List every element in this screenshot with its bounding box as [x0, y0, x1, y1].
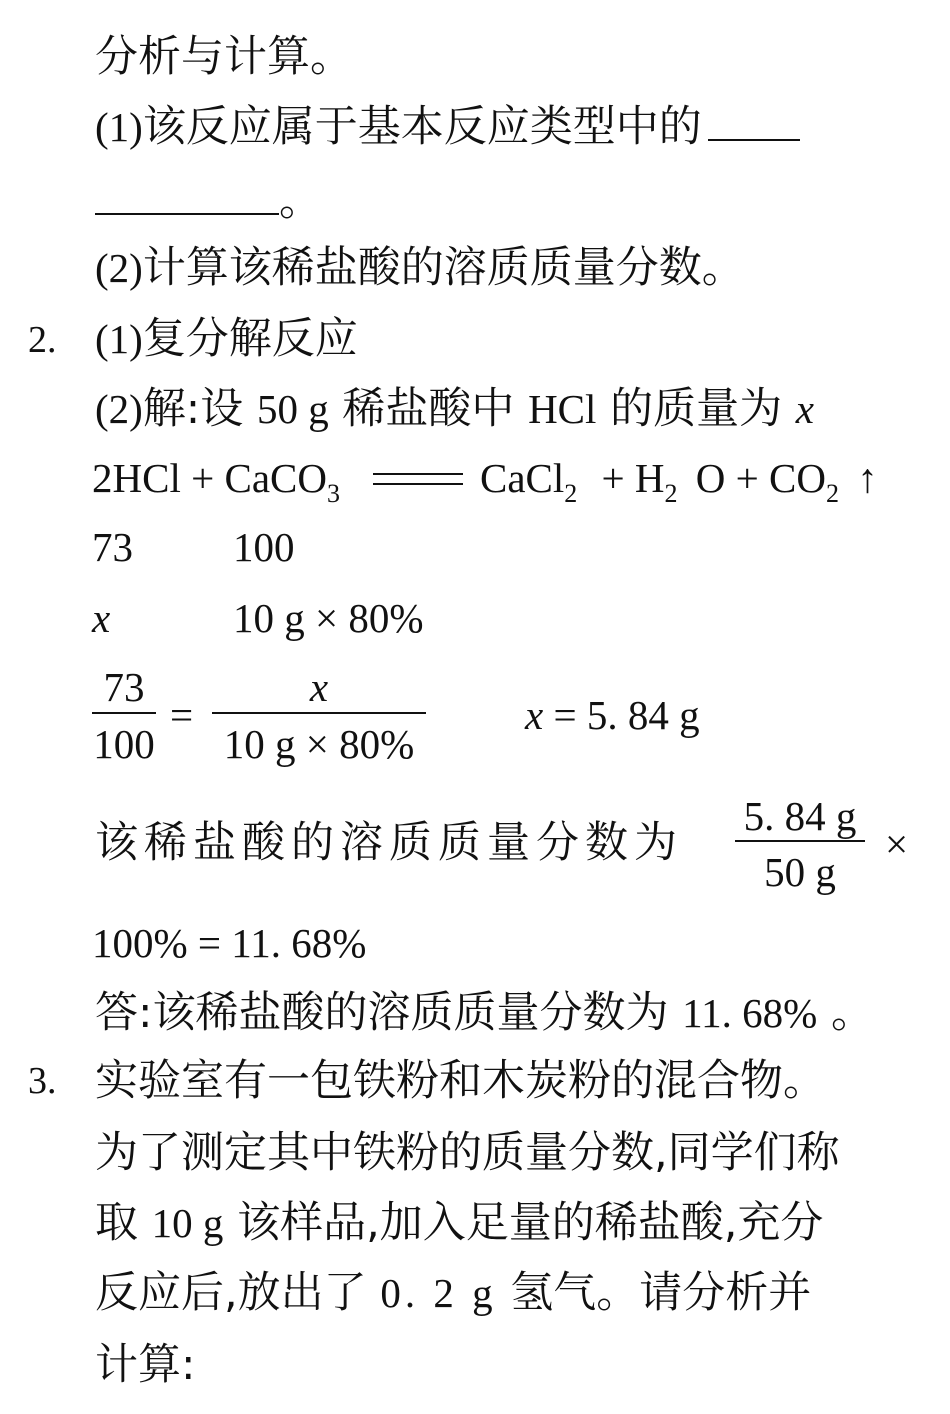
question-1-cont — [95, 176, 322, 226]
q3-line-2: 为了测定其中铁粉的质量分数,同学们称 — [95, 1128, 840, 1178]
equation-arrow-top — [373, 473, 463, 475]
fraction-1-bar — [92, 712, 156, 714]
mass-fraction-result: 100% = 11. 68% — [92, 920, 367, 966]
fraction-1-denominator: 100 — [93, 721, 155, 767]
answer-blank-1 — [708, 137, 800, 141]
fraction-1-numerator: 73 — [103, 664, 145, 710]
gas-arrow: ↑ — [857, 455, 878, 501]
answer-number-2: 2. — [28, 319, 57, 361]
q3-line-3: 取 10 g 该样品,加入足量的稀盐酸,充分 — [95, 1198, 824, 1248]
mass-fraction-numerator: 5. 84 g — [743, 793, 857, 839]
q1-end: 。 — [279, 176, 322, 226]
q3-sample-mass: 10 g — [151, 1200, 224, 1246]
q1-text: 该反应属于基本反应类型中的 — [142, 102, 702, 152]
mass-fraction-text: 该稀盐酸的溶质质量分数为 — [95, 818, 683, 868]
equation-arrow-bottom — [373, 483, 463, 485]
q2-text: 计算该稀盐酸的溶质质量分数。 — [142, 243, 745, 293]
fraction-2-denominator: 10 g × 80% — [223, 721, 415, 767]
answer-2-1 — [95, 314, 358, 364]
equation-rhs: CaCl$_2$ + $H_2$ $O + CO_2$ ↑ — [480, 455, 878, 508]
a2-2-hcl: HCl — [528, 386, 597, 432]
answer-text: 该稀盐酸的溶质质量分数为 — [152, 988, 669, 1038]
answer-line — [95, 988, 874, 1038]
answer-blank-2 — [95, 211, 279, 215]
mass-fraction-times: × — [885, 821, 909, 867]
a2-2-label: (2) — [95, 386, 143, 432]
answer-end: 。 — [830, 988, 874, 1038]
answer-label: 答: — [95, 988, 153, 1038]
ratio-10g: 10 g × 80% — [233, 595, 424, 641]
a2-2-var: x — [795, 386, 814, 432]
answer-value: 11. 68% — [682, 990, 818, 1036]
a2-1-label: (1) — [95, 316, 143, 362]
question-1 — [95, 102, 800, 152]
q3-hydrogen-mass: 0. 2 g — [380, 1270, 497, 1316]
equation-lhs: 2HCl + CaCO$_3$ — [92, 455, 340, 508]
a2-2-text3: 的质量为 — [610, 384, 783, 434]
q2-label: (2) — [95, 245, 143, 291]
ratio-x: x — [92, 595, 111, 641]
question-number-3: 3. — [28, 1060, 57, 1102]
answer-2-2 — [95, 384, 814, 434]
q3-line-1: 实验室有一包铁粉和木炭粉的混合物。 — [95, 1056, 826, 1106]
fraction-2-numerator: x — [309, 664, 329, 710]
ratio-100: 100 — [233, 524, 295, 570]
ratio-73: 73 — [92, 524, 133, 570]
text-line-intro: 分析与计算。 — [95, 32, 353, 82]
q3-line-5: 计算: — [95, 1340, 196, 1390]
a2-2-mass: 50 g — [256, 386, 329, 432]
a2-1-text: 复分解反应 — [142, 314, 358, 364]
fraction-2-bar — [212, 712, 426, 714]
a2-2-text2: 稀盐酸中 — [342, 384, 515, 434]
q1-label: (1) — [95, 104, 143, 150]
a2-2-text1: 解:设 — [142, 384, 244, 434]
mass-fraction-denominator: 50 g — [764, 849, 836, 895]
question-2 — [95, 243, 745, 293]
mass-fraction-bar — [735, 840, 865, 842]
fraction-equals: = — [170, 692, 194, 738]
result-x: x = 5. 84 g — [525, 692, 700, 738]
q3-line-4: 反应后,放出了 0. 2 g 氢气。请分析并 — [95, 1268, 812, 1318]
